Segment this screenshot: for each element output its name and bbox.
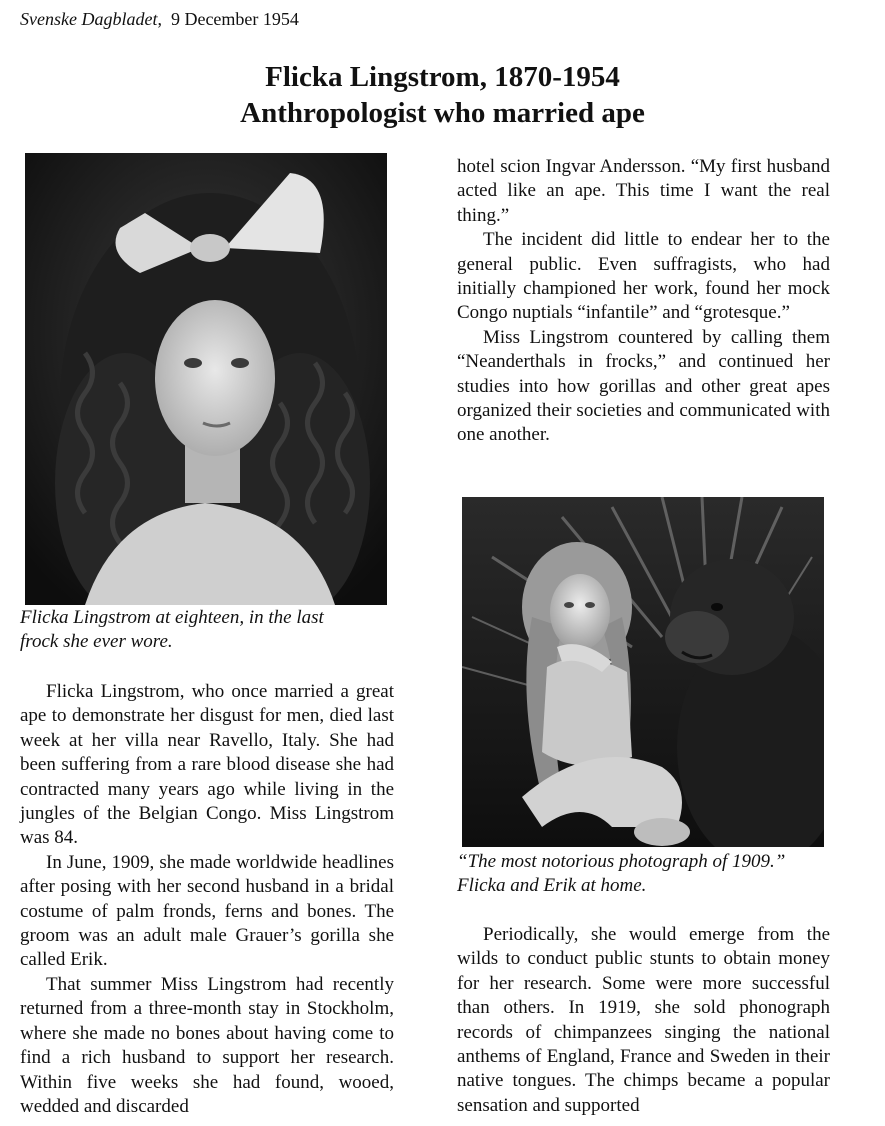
wedding-photo-caption xyxy=(457,850,829,898)
article-right-column-bottom xyxy=(457,923,830,1118)
wedding-photo-image xyxy=(462,497,824,847)
dateline xyxy=(20,8,299,30)
article-paragraph: hotel scion Ingvar Andersson. “My first husband acted like an ape. This time I want the real thing.” xyxy=(457,156,830,226)
portrait-caption-line: frock she ever wore. xyxy=(20,631,173,652)
article-paragraph: Flicka Lingstrom, who once married a great ape to demonstrate her disgust for men, died last week at her villa near Ravello, Italy. She had been suffering from a rare blood disease she had contracted many years ago while living in the jungles of the Belgian Congo. Miss Lingstrom was 84. xyxy=(20,681,394,849)
article-paragraph: In June, 1909, she made worldwide headlines after posing with her second husband in a bridal costume of palm fronds, ferns and bones. The groom was an adult male Grauer’s gorilla she called Erik. xyxy=(20,851,394,971)
publication-date: 9 December 1954 xyxy=(170,9,299,29)
portrait-photo-image xyxy=(25,153,387,605)
article-right-column-top xyxy=(457,155,830,448)
publication-name: Svenske Dagbladet xyxy=(20,9,158,29)
article-paragraph: That summer Miss Lingstrom had recently returned from a three-month stay in Stockholm, where she made no bones about having come to find a rich husband to support her research. Within five weeks she had found, wooed, wedded and discarded xyxy=(20,973,394,1117)
portrait-caption xyxy=(20,606,392,654)
article-paragraph: Miss Lingstrom countered by calling them “Neanderthals in frocks,” and continued her studies into how gorillas and other great apes organized their societies and communicated with one another. xyxy=(457,326,830,446)
headline-name-dates: Flicka Lingstrom, 1870-1954 xyxy=(265,61,620,93)
wedding-photo xyxy=(462,497,824,847)
dateline-separator: , xyxy=(157,9,171,29)
article-paragraph: The incident did little to endear her to the general public. Even suffragists, who had initially championed her work, found her mock Congo nuptials “infantile” and “grotesque.” xyxy=(457,229,830,324)
wedding-caption-line: “The most notorious photograph of 1909.” xyxy=(457,851,786,872)
article-left-column xyxy=(20,680,394,1119)
headline-subtitle: Anthropologist who married ape xyxy=(240,97,645,129)
wedding-caption-line: Flicka and Erik at home. xyxy=(457,875,647,896)
portrait-photo xyxy=(25,153,387,605)
portrait-caption-line: Flicka Lingstrom at eighteen, in the last xyxy=(20,607,324,628)
article-paragraph: Periodically, she would emerge from the wilds to conduct public stunts to obtain money for her research. Some were more successful than others. In 1919, she sold phonograph records of chimpanzees singing the national anthems of England, France and Sweden in their native tongues. The chimps became a popular sensation and supported xyxy=(457,924,830,1116)
